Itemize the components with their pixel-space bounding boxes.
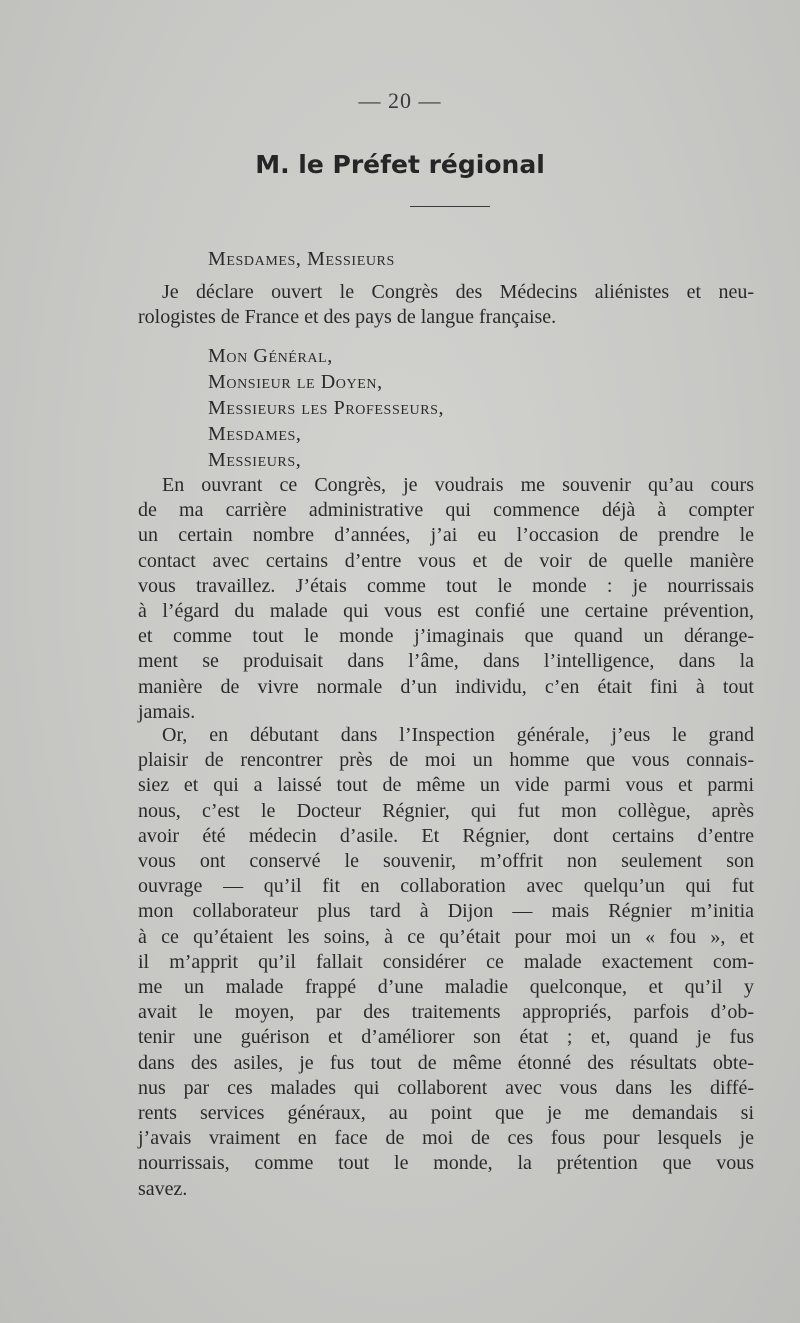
text-line: Or, en débutant dans l’Inspection générale, j’eus le grand (162, 724, 754, 746)
text-line: vous travaillez. J’étais comme tout le monde : je nourrissais (138, 574, 754, 597)
text-line: rologistes de France et des pays de langue française. (138, 306, 557, 329)
salutation-line: Mesdames, Messieurs (208, 248, 395, 270)
salutation-block-2 (138, 343, 754, 473)
text-line: tenir une guérison et d’améliorer son état ; et, quand je fus (138, 1026, 754, 1049)
salutation-line: Messieurs les Professeurs, (208, 397, 445, 419)
text-line: contact avec certains d’entre vous et de voir de quelle manière (138, 549, 754, 572)
paragraph-2 (138, 473, 754, 725)
text-line: ment se produisait dans l’âme, dans l’intelligence, dans la (138, 650, 754, 673)
text-line: nus par ces malades qui collaborent avec vous dans les diffé- (138, 1076, 754, 1099)
text-line: un certain nombre d’années, j’ai eu l’occasion de prendre le (138, 524, 754, 547)
text-line: et comme tout le monde j’imaginais que quand un dérange- (138, 625, 754, 648)
text-line: me un malade frappé d’une maladie quelconque, et qu’il y (138, 976, 754, 999)
text-line: siez et qui a laissé tout de même un vide parmi vous et parmi (138, 774, 754, 797)
text-line: nourrissais, comme tout le monde, la prétention que vous (138, 1152, 754, 1175)
text-line: de ma carrière administrative qui commence déjà à compter (138, 499, 754, 522)
text-line: mon collaborateur plus tard à Dijon — mais Régnier m’initia (138, 900, 754, 923)
text-line: jamais. (138, 700, 196, 723)
paragraph-1 (138, 280, 754, 330)
salutation-line: Messieurs, (208, 449, 302, 471)
text-line: En ouvrant ce Congrès, je voudrais me souvenir qu’au cours (162, 474, 754, 496)
text-line: à l’égard du malade qui vous est confié une certaine prévention, (138, 600, 754, 623)
page-number: — 20 — (358, 88, 442, 113)
text-line: avoir été médecin d’asile. Et Régnier, dont certains d’entre (138, 824, 754, 847)
text-line: il m’apprit qu’il fallait considérer ce malade exactement com- (138, 950, 754, 973)
text-line: à ce qu’étaient les soins, à ce qu’était pour moi un « fou », et (138, 925, 754, 948)
salutation-block-1 (138, 246, 754, 272)
text-line: ouvrage — qu’il fit en collaboration avec quelqu’un qui fut (138, 875, 754, 898)
text-line: j’avais vraiment en face de moi de ces fous pour lesquels je (138, 1127, 754, 1150)
text-line: nous, c’est le Docteur Régnier, qui fut mon collègue, après (138, 799, 754, 822)
section-heading: M. le Préfet régional (255, 150, 545, 179)
paragraph-3 (138, 723, 754, 1202)
salutation-line: Monsieur le Doyen, (208, 371, 383, 393)
text-line: Je déclare ouvert le Congrès des Médecins aliénistes et neu- (162, 281, 754, 303)
text-line: rents services généraux, au point que je me demandais si (138, 1102, 754, 1125)
salutation-line: Mesdames, (208, 423, 302, 445)
text-line: avait le moyen, par des traitements appropriés, parfois d’ob- (138, 1001, 754, 1024)
heading-divider (410, 206, 490, 207)
text-line: vous ont conservé le souvenir, m’offrit non seulement son (138, 850, 754, 873)
text-line: manière de vivre normale d’un individu, c’en était fini à tout (138, 675, 754, 698)
text-line: savez. (138, 1177, 188, 1200)
text-line: plaisir de rencontrer près de moi un homme que vous connais- (138, 749, 754, 772)
text-line: dans des asiles, je fus tout de même étonné des résultats obte- (138, 1051, 754, 1074)
salutation-line: Mon Général, (208, 345, 333, 367)
